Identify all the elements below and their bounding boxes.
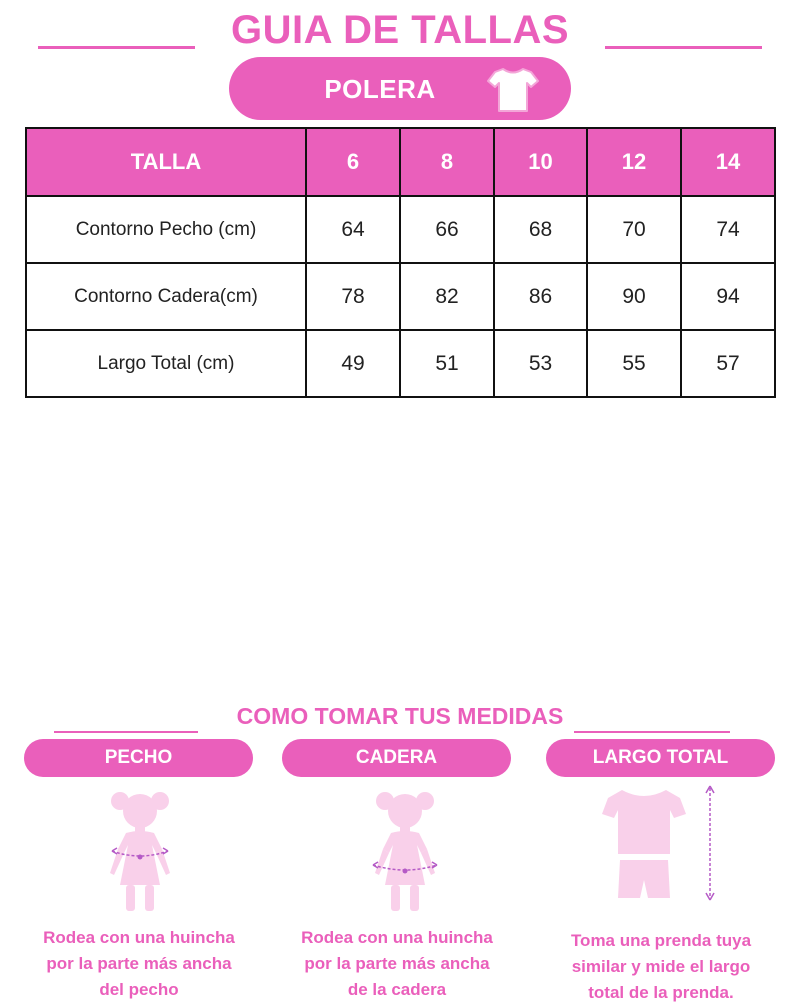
table-row — [26, 330, 775, 397]
column-header: TALLA — [26, 128, 306, 196]
table-cell: 55 — [587, 330, 681, 397]
instruction-line: del pecho — [99, 980, 179, 999]
instruction-line: Rodea con una huincha — [301, 928, 493, 947]
column-header: 8 — [400, 128, 494, 196]
largo-total-instructions — [536, 928, 786, 1006]
instruction-line: de la cadera — [347, 980, 447, 999]
instruction-line: Rodea con una huincha — [43, 928, 235, 947]
column-header: 6 — [306, 128, 400, 196]
table-cell: 53 — [494, 330, 587, 397]
cadera-label-pill: CADERA — [282, 739, 511, 777]
section-title: COMO TOMAR TUS MEDIDAS — [236, 703, 564, 729]
instruction-line: por la parte más ancha — [304, 954, 490, 973]
column-header: 14 — [681, 128, 775, 196]
table-header-row — [26, 128, 775, 196]
column-header: 10 — [494, 128, 587, 196]
girl-chest-measure-icon — [90, 785, 190, 915]
pecho-instructions — [14, 925, 264, 1003]
garment-label: POLERA — [324, 74, 436, 104]
instruction-line: similar y mide el largo — [571, 957, 751, 976]
row-label: Contorno Pecho (cm) — [26, 196, 306, 263]
column-header: 12 — [587, 128, 681, 196]
instruction-line: por la parte más ancha — [46, 954, 232, 973]
girl-hip-measure-icon — [355, 785, 455, 915]
tshirt-icon — [485, 61, 541, 117]
table-cell: 86 — [494, 263, 587, 330]
page-header — [0, 6, 800, 54]
page-title: GUIA DE TALLAS — [230, 8, 570, 52]
table-cell: 68 — [494, 196, 587, 263]
table-cell: 64 — [306, 196, 400, 263]
table-cell: 51 — [400, 330, 494, 397]
garment-length-measure-icon — [600, 780, 730, 910]
cadera-instructions — [272, 925, 522, 1003]
instruction-line: Toma una prenda tuya — [570, 931, 752, 950]
table-cell: 49 — [306, 330, 400, 397]
section-rule-right — [574, 731, 730, 733]
size-table — [25, 127, 776, 398]
title-rule-right — [605, 46, 762, 49]
table-cell: 82 — [400, 263, 494, 330]
table-cell: 70 — [587, 196, 681, 263]
table-row — [26, 263, 775, 330]
table-cell: 78 — [306, 263, 400, 330]
table-cell: 94 — [681, 263, 775, 330]
row-label: Contorno Cadera(cm) — [26, 263, 306, 330]
table-row — [26, 196, 775, 263]
pecho-label-pill: PECHO — [24, 739, 253, 777]
table-cell: 57 — [681, 330, 775, 397]
largo-total-label-pill: LARGO TOTAL — [546, 739, 775, 777]
row-label: Largo Total (cm) — [26, 330, 306, 397]
table-cell: 90 — [587, 263, 681, 330]
instruction-line: total de la prenda. — [588, 983, 734, 1002]
section-rule-left — [54, 731, 198, 733]
garment-badge — [229, 57, 571, 120]
table-cell: 74 — [681, 196, 775, 263]
table-cell: 66 — [400, 196, 494, 263]
